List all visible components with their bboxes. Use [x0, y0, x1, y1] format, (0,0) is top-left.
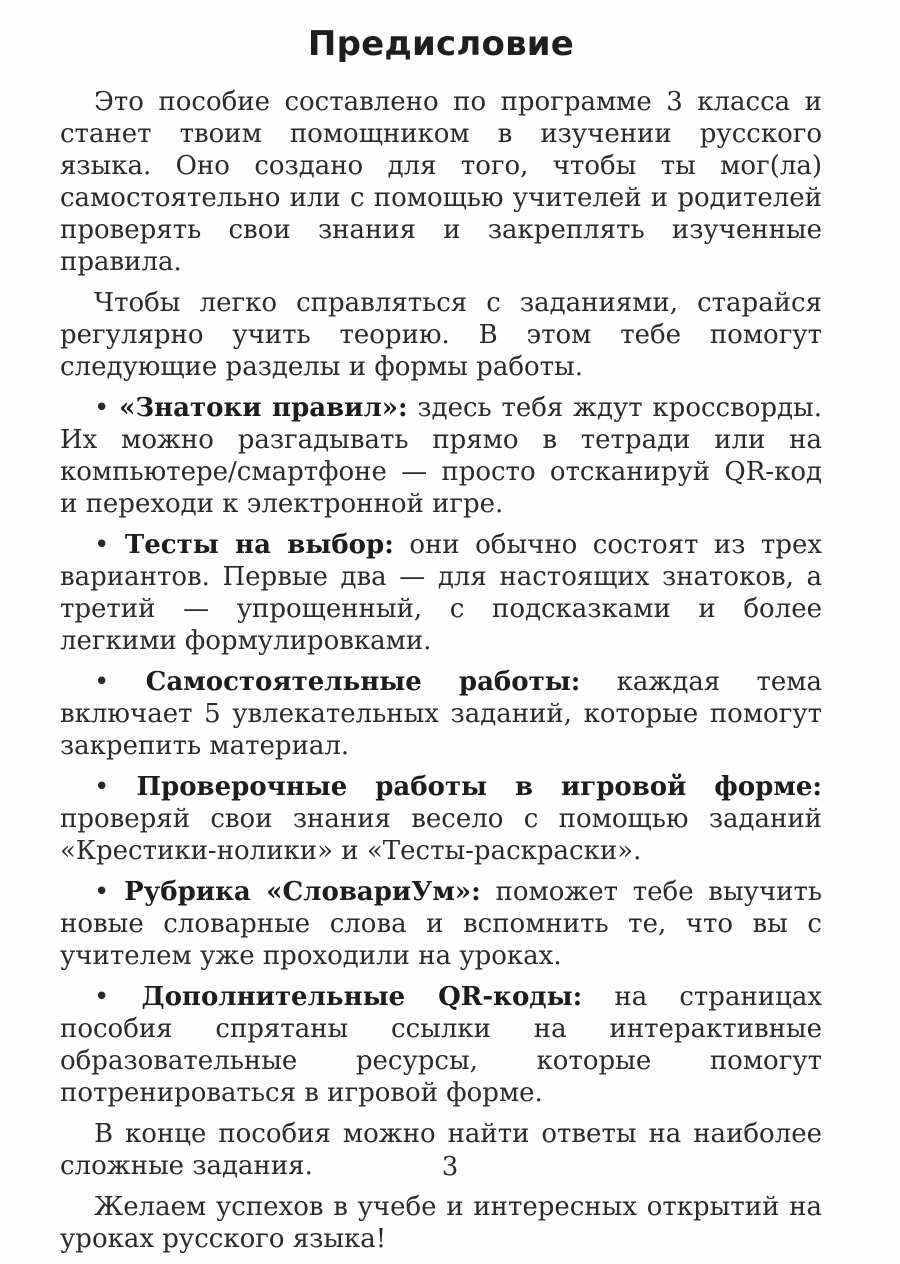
page-title: Предисловие	[307, 24, 575, 64]
intro-paragraph-2: Чтобы легко справляться с заданиями, старайся регулярно учить теорию. В этом тебе помогут следующие разделы и формы работы.	[60, 288, 822, 382]
bullet-marker: •	[94, 393, 110, 423]
bullet-choice-tests	[60, 529, 822, 657]
page-number: 3	[441, 1152, 459, 1182]
closing-paragraph-2: Желаем успехов в учебе и интересных открытий на уроках русского языка!	[60, 1192, 822, 1254]
bullet-marker: •	[94, 877, 110, 907]
bullet-heading: Проверочные работы в игровой форме:	[136, 772, 823, 802]
bullet-independent-work	[60, 666, 822, 762]
bullet-heading: Самостоятельные работы:	[145, 667, 581, 697]
bullet-game-checks	[60, 771, 822, 867]
bullet-heading: Дополнительные QR-коды:	[141, 982, 583, 1012]
bullet-text: здесь тебя ждут кроссворды. Их можно разгадывать прямо в тетради или на компьютере/смартфоне — просто отсканируй QR-код и переходи к электронной игре.	[60, 393, 822, 519]
bullet-marker: •	[94, 772, 110, 802]
bullet-heading: Рубрика «СловариУм»:	[124, 877, 481, 907]
bullet-text: каждая тема включает 5 увлекательных заданий, которые помогут закрепить материал.	[60, 667, 823, 761]
closing-paragraph-1: В конце пособия можно найти ответы на наиболее сложные задания.	[60, 1119, 822, 1181]
bullet-heading: «Знатоки правил»:	[119, 393, 408, 423]
preface-page	[60, 24, 822, 1264]
bullet-marker: •	[94, 982, 110, 1012]
bullet-qr-codes	[60, 981, 822, 1109]
bullet-text: они обычно состоят из трех вариантов. Первые два — для настоящих знатоков, а третий — упрощенный, с подсказками и более легкими формулировками.	[60, 530, 823, 656]
bullet-text: проверяй свои знания весело с помощью заданий «Крестики-нолики» и «Тесты-раскраски».	[60, 804, 822, 866]
intro-paragraph-1: Это пособие составлено по программе 3 класса и станет твоим помощником в изучении русского языка. Оно создано для того, чтобы ты мог(ла) самостоятельно или с помощью учителей и родителей проверять свои знания и закреплять изученные правила.	[60, 87, 822, 277]
bullet-rules-experts	[60, 392, 822, 520]
bullet-text: на страницах пособия спрятаны ссылки на интерактивные образовательные ресурсы, которые помогут потренироваться в игровой форме.	[60, 982, 822, 1108]
bullet-marker: •	[94, 530, 110, 560]
bullet-heading: Тесты на выбор:	[124, 530, 394, 560]
bullet-text: поможет тебе выучить новые словарные слова и вспомнить те, что вы с учителем уже проходили на уроках.	[60, 877, 822, 971]
bullet-slovarium	[60, 876, 822, 972]
bullet-marker: •	[94, 667, 110, 697]
